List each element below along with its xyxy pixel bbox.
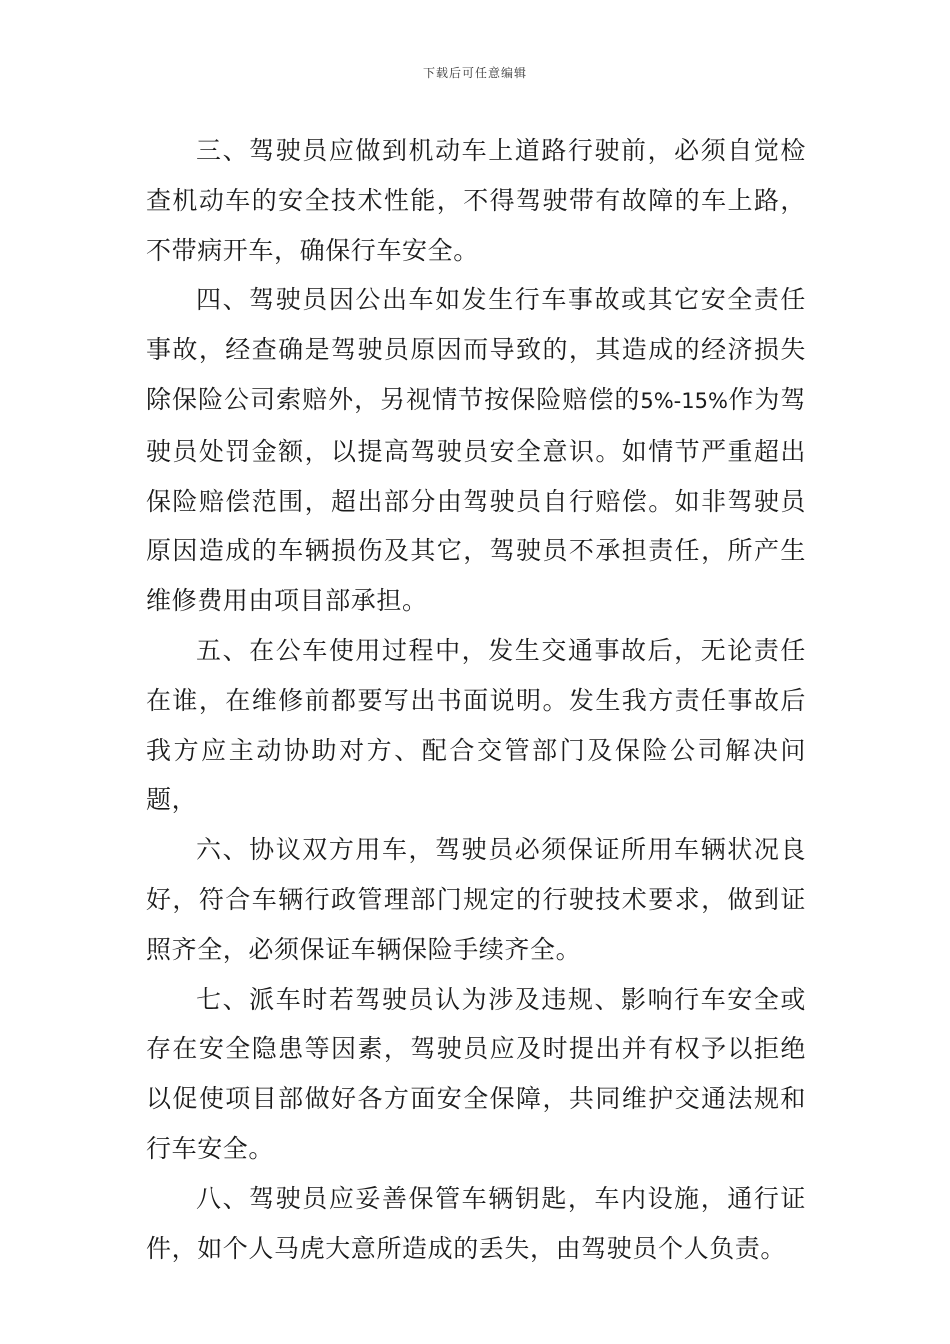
clause-4-paragraph <box>146 275 806 626</box>
clause-7-paragraph: 七、派车时若驾驶员认为涉及违规、影响行车安全或存在安全隐患等因素，驾驶员应及时提出并有权予以拒绝以促使项目部做好各方面安全保障，共同维护交通法规和行车安全。 <box>146 984 806 1163</box>
clause-3-paragraph: 三、驾驶员应做到机动车上道路行驶前，必须自觉检查机动车的安全技术性能，不得驾驶带有故障的车上路，不带病开车，确保行车安全。 <box>146 136 806 265</box>
clause-5-paragraph: 五、在公车使用过程中，发生交通事故后，无论责任在谁，在维修前都要写出书面说明。发生我方责任事故后我方应主动协助对方、配合交管部门及保险公司解决问题， <box>146 635 806 815</box>
clause-4-text-before: 四、驾驶员因公出车如发生行车事故或其它安全责任事故，经查确是驾驶员原因而导致的，其造成的经济损失除保险公司索赔外，另视情节按保险赔偿的 <box>146 285 806 414</box>
clause-6-paragraph: 六、协议双方用车，驾驶员必须保证所用车辆状况良好，符合车辆行政管理部门规定的行驶技术要求，做到证照齐全，必须保证车辆保险手续齐全。 <box>146 835 806 964</box>
clause-4-text-after: 作为驾驶员处罚金额，以提高驾驶员安全意识。如情节严重超出保险赔偿范围，超出部分由驾驶员自行赔偿。如非驾驶员原因造成的车辆损伤及其它，驾驶员不承担责任，所产生维修费用由项目部承担。 <box>146 384 806 616</box>
page-header: 下载后可任意编辑 <box>422 66 527 80</box>
clause-8-paragraph: 八、驾驶员应妥善保管车辆钥匙，车内设施，通行证件，如个人马虎大意所造成的丢失，由驾驶员个人负责。 <box>146 1183 806 1263</box>
document-body <box>146 126 806 1273</box>
penalty-percent-range: 5%-15% <box>640 388 728 413</box>
